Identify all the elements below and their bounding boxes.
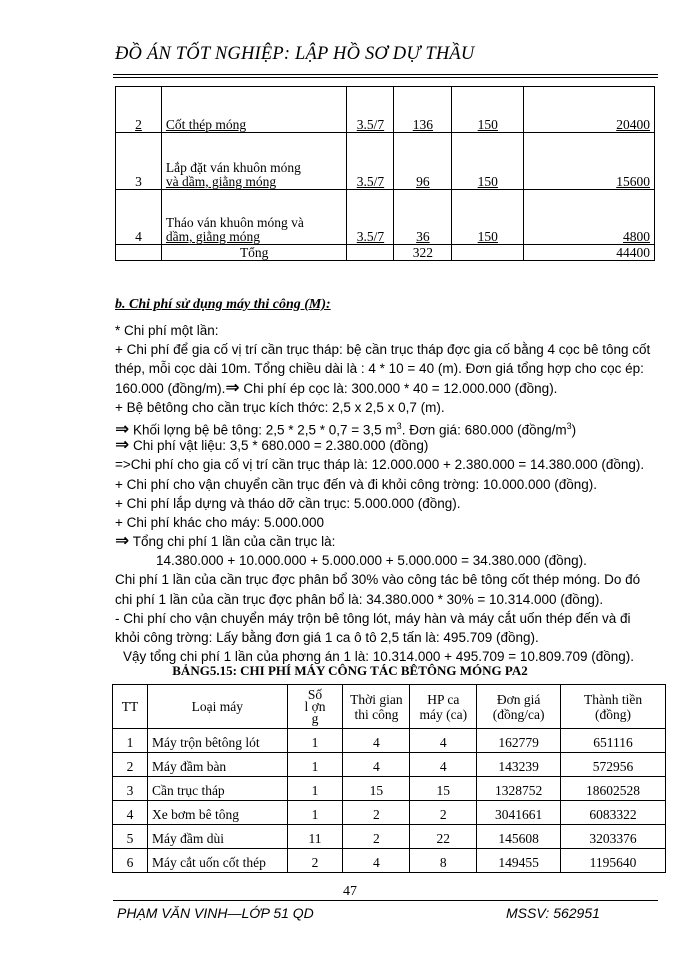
- cell: 3041661: [477, 801, 561, 825]
- machine-cost-table: [112, 684, 666, 873]
- cell: 136: [394, 87, 452, 133]
- work-item-name: Cốt thép móng: [161, 87, 347, 133]
- table-row: [113, 729, 666, 753]
- total-label: Tổng: [161, 245, 347, 261]
- cell: 3.5/7: [347, 190, 394, 245]
- row-number: 2: [116, 87, 162, 133]
- cell: 162779: [477, 729, 561, 753]
- cell: 3.5/7: [347, 133, 394, 190]
- text-line: 160.000 (đồng/m).⇒ Chi phí ép cọc là: 300.000 * 40 = 12.000.000 (đồng).: [115, 377, 558, 398]
- cell: Máy đầm bàn: [147, 753, 287, 777]
- text-line: ⇒ Chi phí vật liệu: 3,5 * 680.000 = 2.380.000 (đồng): [115, 435, 429, 456]
- footer-rule: [113, 900, 658, 901]
- text-line: khỏi công trờng: Lấy bằng đơn giá 1 ca ô tô 2,5 tấn là: 495.709 (đồng).: [115, 630, 539, 645]
- text-line: ⇒ Tổng chi phí 1 lần của cần trục là:: [115, 531, 336, 552]
- work-item-name: Lắp đặt ván khuôn móng và dầm, giằng móng: [161, 133, 347, 190]
- table-row: [116, 133, 655, 190]
- cell: 4: [343, 729, 410, 753]
- text-line: =>Chi phí cho gia cố vị trí cần trục tháp là: 12.000.000 + 2.380.000 = 14.380.000 (đồng).: [115, 457, 645, 473]
- table-row: [113, 801, 666, 825]
- text-line: Vậy tổng chi phí 1 lần của phơng án 1 là: 10.314.000 + 495.709 = 10.809.709 (đồng).: [123, 649, 635, 665]
- text-line: chi phí 1 lần của cần trục đợc phân bổ là: 34.380.000 * 30% = 10.314.000 (đồng).: [115, 591, 604, 607]
- total-amount: 44400: [524, 245, 655, 261]
- row-number: 3: [116, 133, 162, 190]
- cell: 651116: [561, 729, 666, 753]
- cell: 4: [410, 729, 477, 753]
- total-row: [116, 245, 655, 261]
- cell: 11: [287, 825, 343, 849]
- header-duration: Thời gian thi công: [343, 685, 410, 729]
- header-machine-shifts: HP ca máy (ca): [410, 685, 477, 729]
- implies-arrow-icon: ⇒: [225, 377, 240, 398]
- cell: 36: [394, 190, 452, 245]
- section-body: [115, 321, 660, 666]
- labor-cost-table: [115, 86, 655, 261]
- total-hours: 322: [394, 245, 452, 261]
- implies-arrow-icon: ⇒: [115, 531, 130, 552]
- implies-arrow-icon: ⇒: [115, 435, 130, 456]
- cell: 5: [113, 825, 148, 849]
- section-title: b. Chi phí sử dụng máy thi công (M):: [115, 297, 331, 312]
- header-quantity: Số l ợn g: [287, 685, 343, 729]
- cell: 4: [113, 801, 148, 825]
- cell: 145608: [477, 825, 561, 849]
- table-row: [116, 190, 655, 245]
- page-header-title: ĐỒ ÁN TỐT NGHIỆP: LẬP HỒ SƠ DỰ THẦU: [115, 44, 475, 64]
- implies-arrow-icon: ⇒: [115, 419, 130, 440]
- table-row: [113, 777, 666, 801]
- table-row: [113, 753, 666, 777]
- footer-author: PHẠM VĂN VINH—LỚP 51 QD: [117, 905, 314, 921]
- cell: [116, 245, 162, 261]
- text-line: ⇒ Khối lợng bệ bê tông: 2,5 * 2,5 * 0,7 = 3,5 $m^3$. Đơn giá: 680.000 $(đồng/m^3)$: [115, 419, 577, 440]
- cell: Máy cắt uốn cốt thép: [147, 849, 287, 873]
- cell: 6083322: [561, 801, 666, 825]
- cell: 4: [343, 849, 410, 873]
- cell: 3.5/7: [347, 87, 394, 133]
- text-line: - Chi phí cho vận chuyển máy trộn bê tông lót, máy hàn và máy cắt uốn thép đến và đi: [115, 610, 631, 626]
- cell: 1328752: [477, 777, 561, 801]
- cell: 2: [343, 801, 410, 825]
- header-unit-price: Đơn giá (đồng/ca): [477, 685, 561, 729]
- cell: 4800: [524, 190, 655, 245]
- cell: 149455: [477, 849, 561, 873]
- cell: 2: [410, 801, 477, 825]
- table-row: [113, 849, 666, 873]
- cell: 15: [343, 777, 410, 801]
- footer-student-id: MSSV: 562951: [506, 905, 600, 921]
- cell: 1: [287, 801, 343, 825]
- header-machine-type: Loại máy: [147, 685, 287, 729]
- cell: 1: [113, 729, 148, 753]
- cell: 1: [287, 729, 343, 753]
- cell: 8: [410, 849, 477, 873]
- cell: Xe bơm bê tông: [147, 801, 287, 825]
- header-amount: Thành tiền (đồng): [561, 685, 666, 729]
- header-rule: [113, 74, 658, 75]
- text-line: + Chi phí khác cho máy: 5.000.000: [115, 514, 325, 530]
- work-item-name: Tháo ván khuôn móng và dầm, giằng móng: [161, 190, 347, 245]
- cell: 2: [113, 753, 148, 777]
- page-number: 47: [343, 884, 357, 899]
- cell: 1: [287, 777, 343, 801]
- cell: 2: [343, 825, 410, 849]
- cell: 3203376: [561, 825, 666, 849]
- cell: 150: [452, 133, 524, 190]
- table-row: [116, 87, 655, 133]
- text-line: + Chi phí cho vận chuyển cần trục đến và đi khỏi công trờng: 10.000.000 (đồng).: [115, 476, 598, 492]
- header-rule-double: [113, 77, 658, 78]
- text-line: + Chi phí lắp dựng và tháo dỡ cần trục: 5.000.000 (đồng).: [115, 495, 461, 511]
- text-line: + Chi phí để gia cố vị trí cần trục tháp: bệ cần trục tháp đợc gia cố bằng 4 cọc bê tông cốt: [115, 342, 651, 358]
- cell: 6: [113, 849, 148, 873]
- text-line: + Bệ bêtông cho cần trục kích thớc: 2,5 x 2,5 x 0,7 (m).: [115, 399, 445, 415]
- cell: 143239: [477, 753, 561, 777]
- cell: 1: [287, 753, 343, 777]
- text-line: Chi phí 1 lần của cần trục đợc phân bổ 30% vào công tác bê tông cốt thép móng. Do đó: [115, 572, 641, 588]
- table-row: [113, 825, 666, 849]
- cell: [347, 245, 394, 261]
- cell: 3: [113, 777, 148, 801]
- cell: 150: [452, 87, 524, 133]
- cell: 4: [343, 753, 410, 777]
- cell: 2: [287, 849, 343, 873]
- cell: Máy trộn bêtông lót: [147, 729, 287, 753]
- cell: [452, 245, 524, 261]
- cell: 18602528: [561, 777, 666, 801]
- cell: 4: [410, 753, 477, 777]
- cell: 15: [410, 777, 477, 801]
- cell: 572956: [561, 753, 666, 777]
- table-header-row: [113, 685, 666, 729]
- text-line: * Chi phí một lần:: [115, 323, 219, 338]
- cell: 96: [394, 133, 452, 190]
- cell: 22: [410, 825, 477, 849]
- row-number: 4: [116, 190, 162, 245]
- cell: 150: [452, 190, 524, 245]
- cell: 15600: [524, 133, 655, 190]
- header-tt: TT: [113, 685, 148, 729]
- text-line: thép, mỗi cọc dài 10m. Tổng chiều dài là : 4 * 10 = 40 (m). Đơn giá tổng hợp cho cọc ép:: [115, 361, 644, 377]
- cell: Cần trục tháp: [147, 777, 287, 801]
- cell: 20400: [524, 87, 655, 133]
- cell: 1195640: [561, 849, 666, 873]
- table-title: BẢNG5.15: CHI PHÍ MÁY CÔNG TÁC BÊTÔNG MÓNG PA2: [172, 663, 528, 678]
- text-line: 14.380.000 + 10.000.000 + 5.000.000 + 5.000.000 = 34.380.000 (đồng).: [156, 553, 587, 569]
- cell: Máy đầm dùi: [147, 825, 287, 849]
